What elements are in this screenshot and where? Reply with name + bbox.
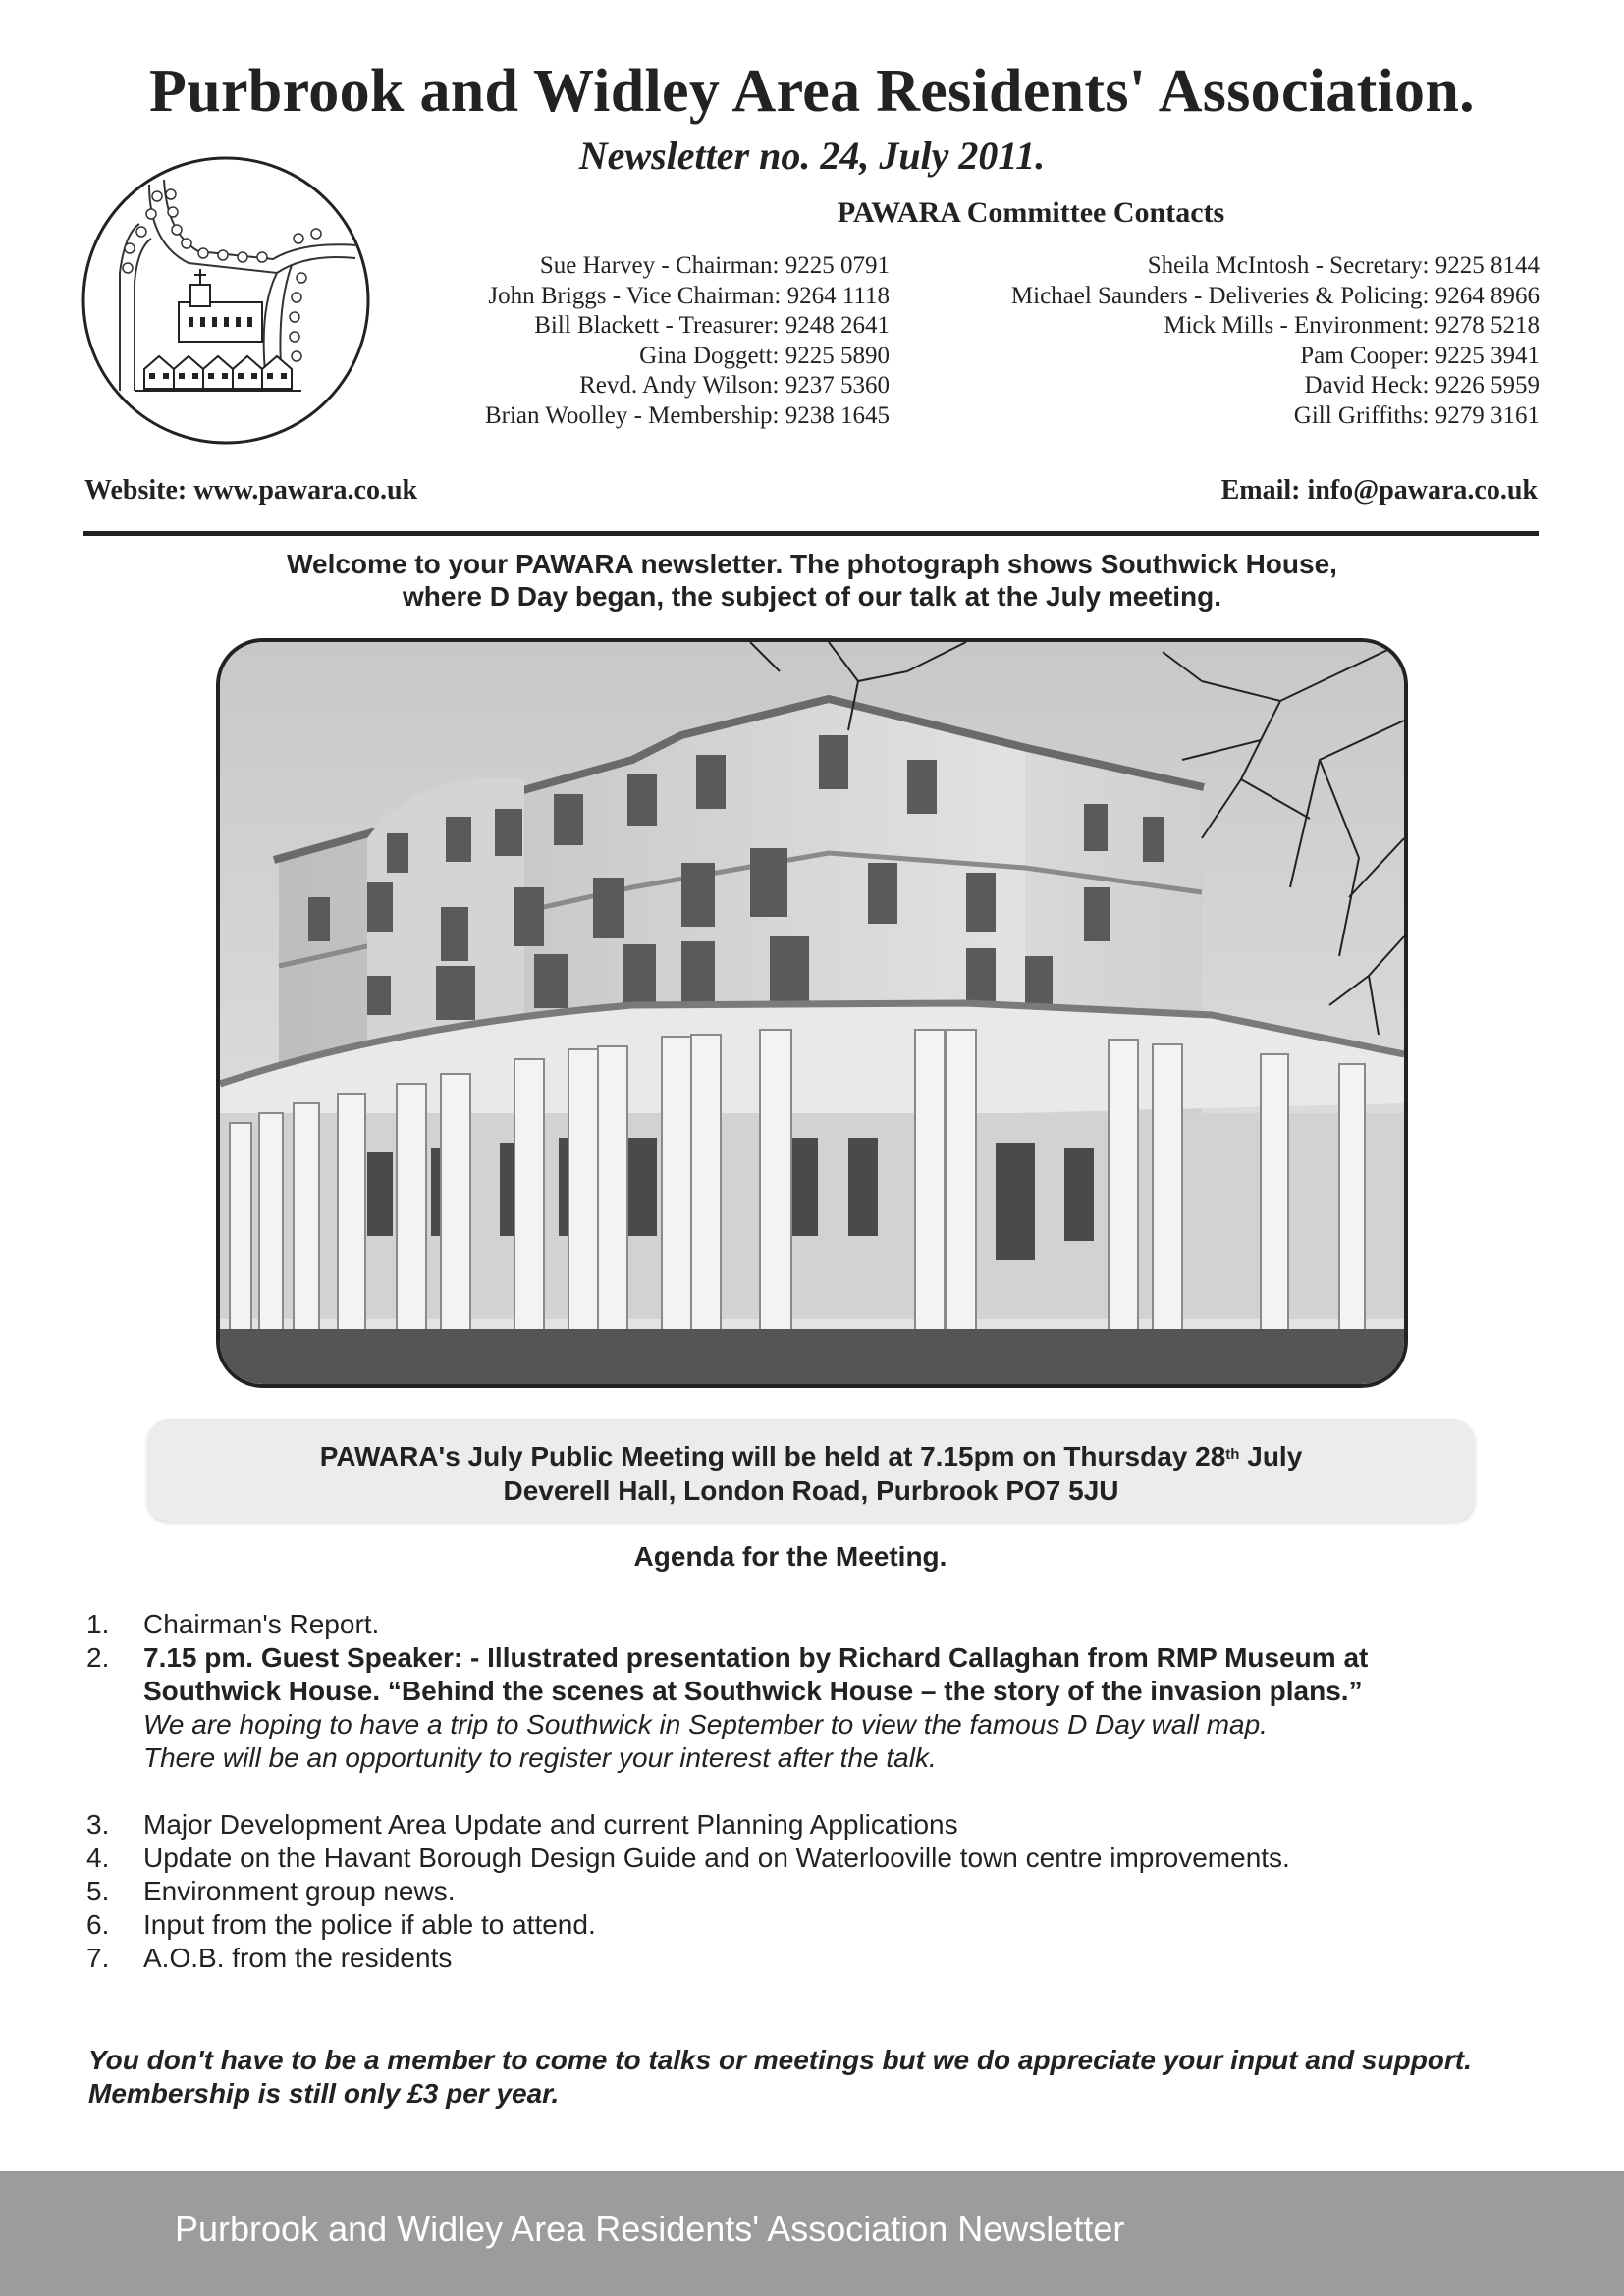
agenda-item — [86, 1608, 1500, 1641]
welcome-line: where D Day began, the subject of our talk at the July meeting. — [403, 581, 1221, 612]
agenda-number: 1. — [86, 1609, 110, 1639]
welcome-line: Welcome to your PAWARA newsletter. The photograph shows Southwick House, — [287, 549, 1337, 579]
contact-entry: Revd. Andy Wilson: 9237 5360 — [579, 372, 890, 399]
ordinal-suffix: th — [1225, 1446, 1240, 1463]
contact-entry: Bill Blackett - Treasurer: 9248 2641 — [534, 312, 890, 339]
closing-note: You don't have to be a member to come to talks or meetings but we do appreciate your input and support. Membership is still only £3 per year. — [88, 2045, 1472, 2109]
agenda-item — [86, 1842, 1500, 1875]
contact-entry: David Heck: 9226 5959 — [1304, 372, 1540, 399]
committee-contacts-heading: PAWARA Committee Contacts — [837, 196, 1225, 229]
contact-entry: Gill Griffiths: 9279 3161 — [1293, 401, 1540, 429]
agenda-number: 5. — [86, 1876, 110, 1906]
agenda-number: 6. — [86, 1909, 110, 1940]
agenda-text: 7.15 pm. Guest Speaker: - Illustrated presentation by Richard Callaghan from RMP Museum at Southwick House. “Behind the scenes at Southwick House – the story of the invasion plans.” — [143, 1642, 1369, 1706]
footer-text: Purbrook and Widley Area Residents' Association Newsletter — [175, 2209, 1125, 2249]
agenda-text: Chairman's Report. — [143, 1609, 380, 1639]
agenda-title: Agenda for the Meeting. — [633, 1541, 947, 1572]
contact-entry: Sue Harvey - Chairman: 9225 0791 — [539, 252, 890, 279]
contacts-right-column — [884, 251, 1540, 431]
meeting-month-text: July — [1239, 1441, 1303, 1471]
agenda-item — [86, 1942, 1500, 1975]
meeting-line — [147, 1439, 1475, 1473]
contact-entry: Mick Mills - Environment: 9278 5218 — [1164, 312, 1540, 339]
contact-entry: Brian Woolley - Membership: 9238 1645 — [484, 401, 890, 429]
agenda-number: 7. — [86, 1943, 110, 1973]
header-divider — [83, 531, 1539, 536]
agenda-item — [86, 1875, 1500, 1908]
agenda-number: 2. — [86, 1642, 110, 1673]
agenda-note: We are hoping to have a trip to Southwick in September to view the famous D Day wall map. — [143, 1709, 1268, 1739]
agenda-number: 3. — [86, 1809, 110, 1840]
agenda-text: A.O.B. from the residents — [143, 1943, 453, 1973]
meeting-announcement — [147, 1419, 1475, 1522]
website-link[interactable]: Website: www.pawara.co.uk — [84, 475, 418, 506]
agenda-text: Input from the police if able to attend. — [143, 1909, 596, 1940]
newsletter-issue: Newsletter no. 24, July 2011. — [578, 133, 1046, 178]
agenda-item — [86, 1808, 1500, 1842]
agenda-note: There will be an opportunity to register your interest after the talk. — [143, 1742, 937, 1773]
contacts-left-column — [295, 251, 890, 431]
agenda-text: Environment group news. — [143, 1876, 456, 1906]
agenda-text: Update on the Havant Borough Design Guide and on Waterlooville town centre improvements. — [143, 1842, 1290, 1873]
agenda-text: Major Development Area Update and current Planning Applications — [143, 1809, 958, 1840]
meeting-venue: Deverell Hall, London Road, Purbrook PO7 5JU — [503, 1475, 1119, 1506]
agenda-item — [86, 1641, 1500, 1775]
contact-entry: Sheila McIntosh - Secretary: 9225 8144 — [1147, 252, 1540, 279]
agenda-item — [86, 1908, 1500, 1942]
agenda-list — [86, 1608, 1500, 1975]
contact-entry: Pam Cooper: 9225 3941 — [1300, 342, 1540, 369]
contact-entry: John Briggs - Vice Chairman: 9264 1118 — [488, 282, 890, 309]
southwick-house-photo — [216, 638, 1408, 1388]
meeting-date-text: PAWARA's July Public Meeting will be held at 7.15pm on Thursday 28 — [319, 1441, 1226, 1471]
welcome-text — [157, 548, 1467, 613]
newsletter-title: Purbrook and Widley Area Residents' Association. — [149, 58, 1475, 125]
agenda-number: 4. — [86, 1842, 110, 1873]
contact-entry: Gina Doggett: 9225 5890 — [639, 342, 890, 369]
email-link[interactable]: Email: info@pawara.co.uk — [1220, 475, 1538, 506]
contact-entry: Michael Saunders - Deliveries & Policing: 9264 8966 — [1010, 282, 1540, 309]
